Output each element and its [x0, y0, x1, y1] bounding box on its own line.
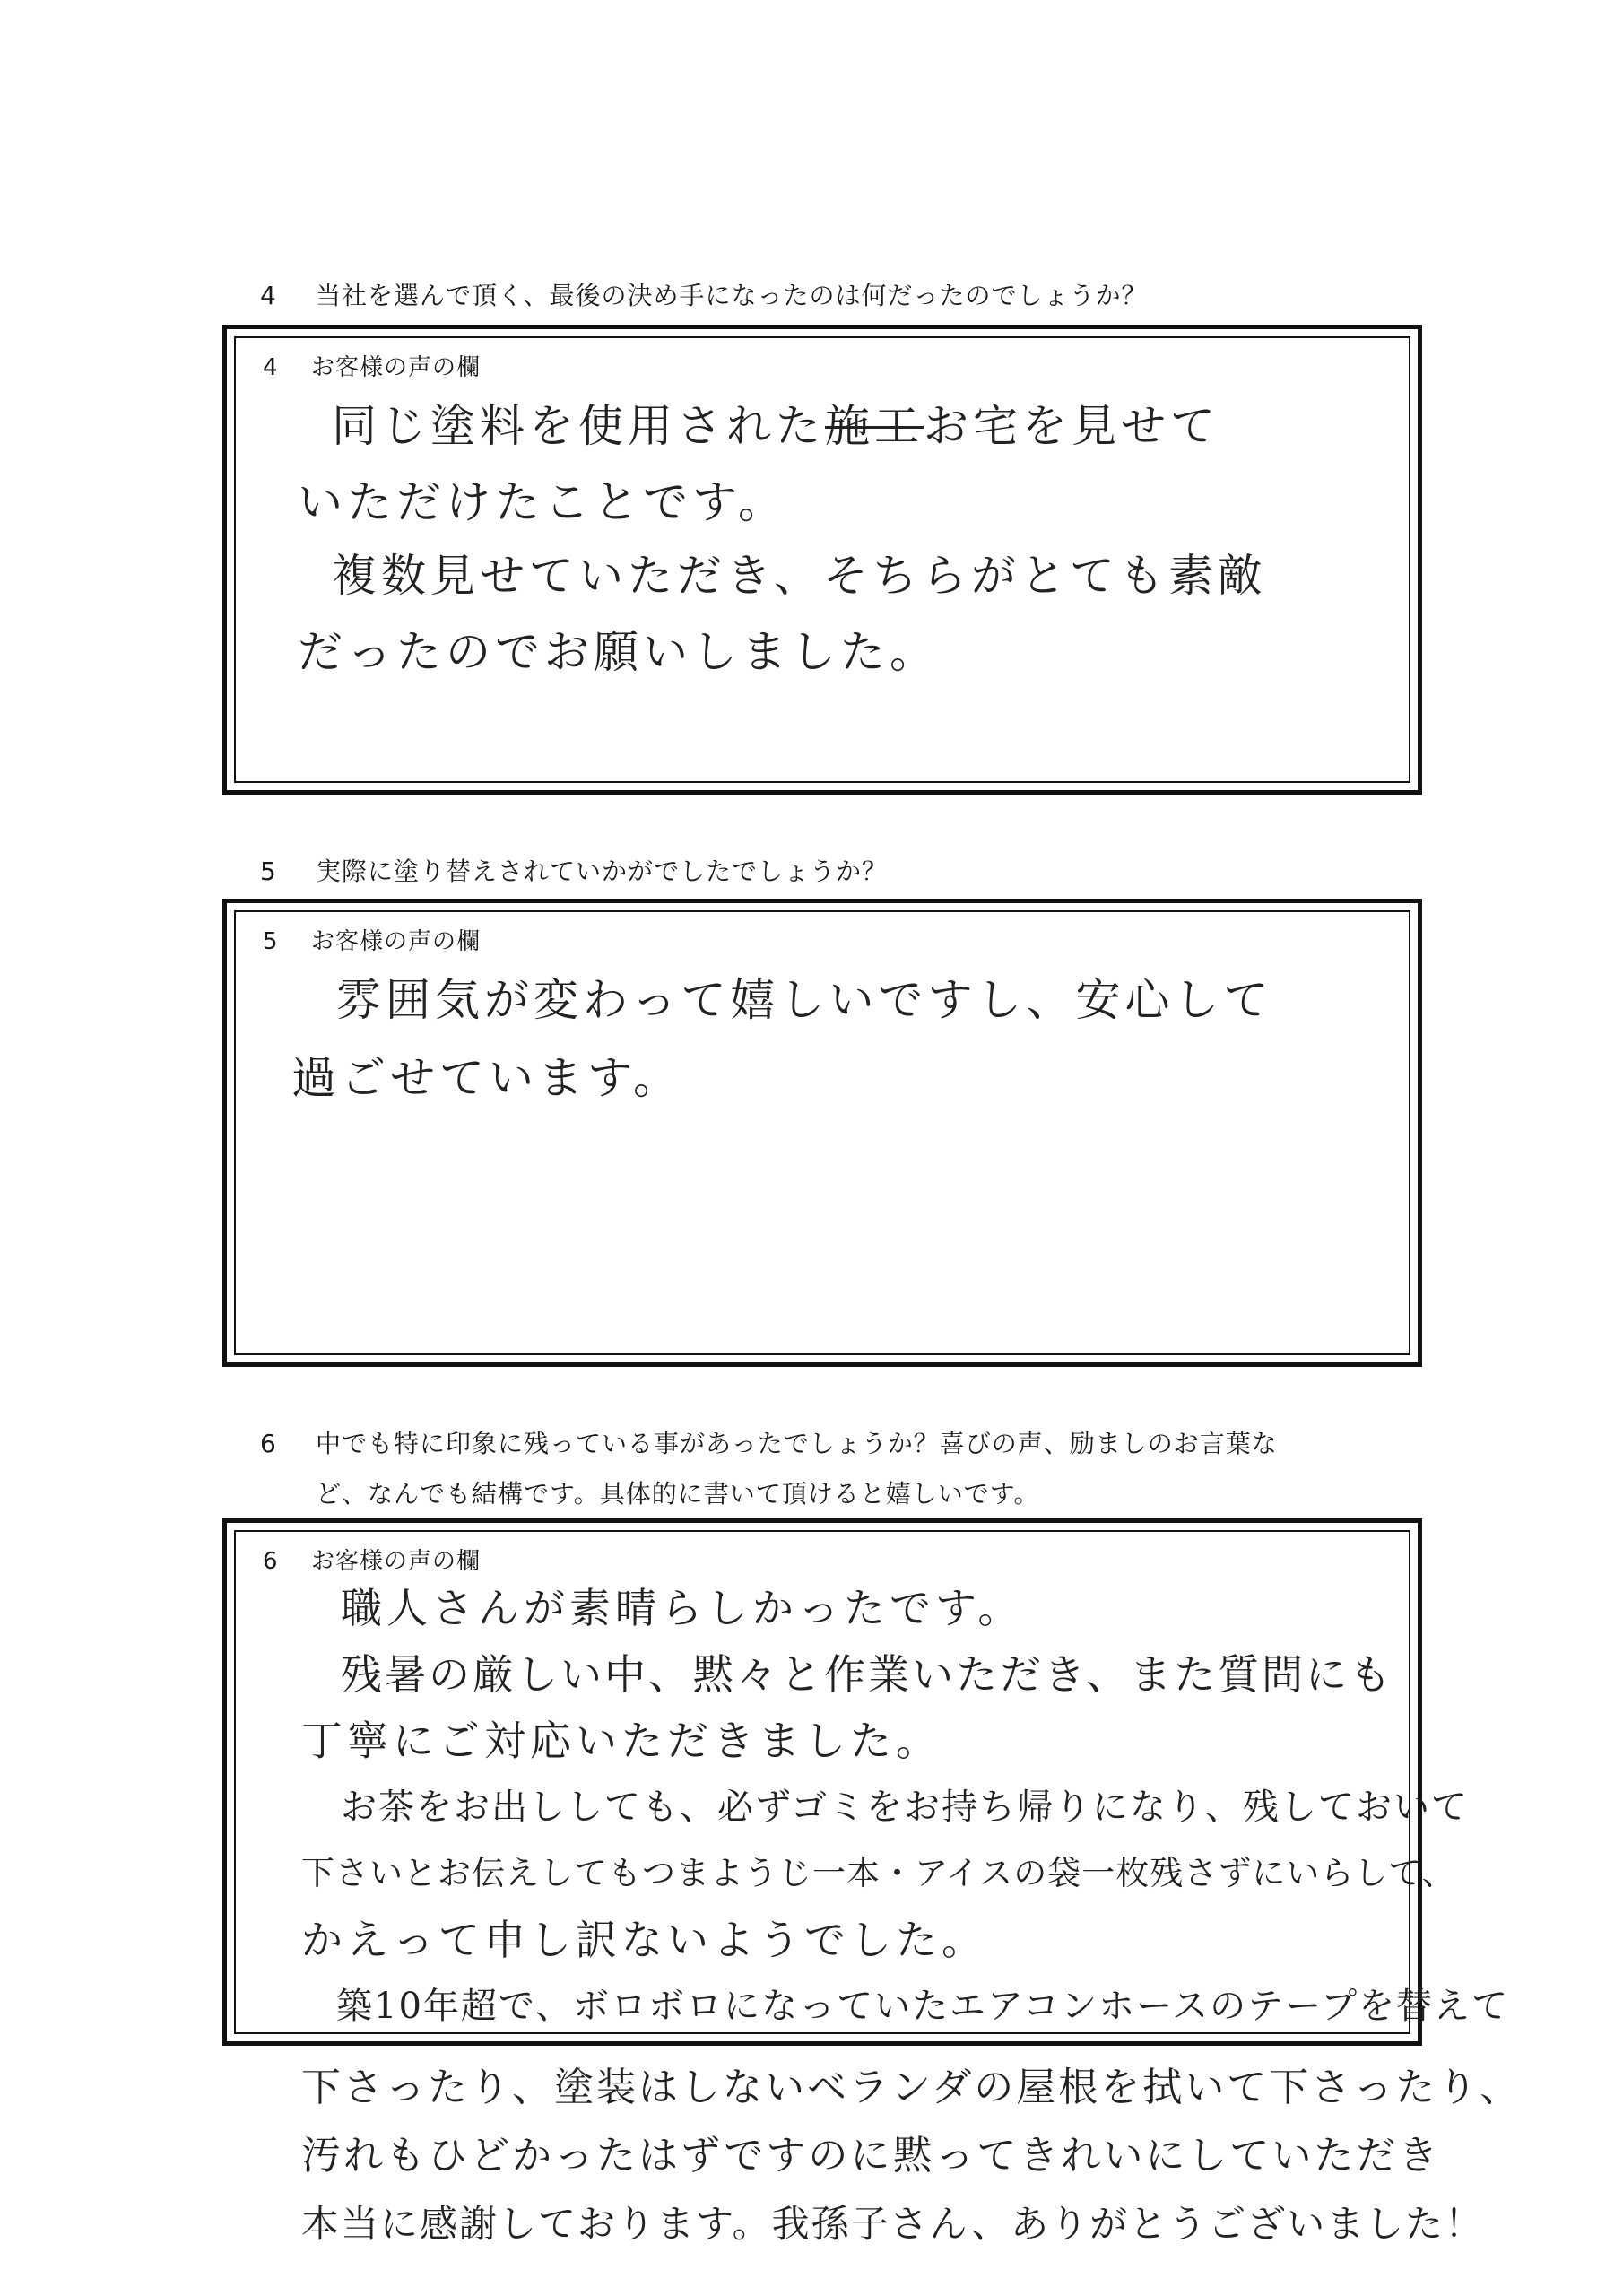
- question-5: [260, 847, 888, 897]
- question-text-continued: ど、なんでも結構です。具体的に書いて頂けると嬉しいです。: [316, 1479, 1040, 1509]
- question-number: 5: [260, 857, 277, 886]
- question-text: 中でも特に印象に残っている事があったでしょうか？喜びの声、励ましのお言葉な: [316, 1429, 1278, 1458]
- handwritten-line: 築10年超で、ボロボロになっていたエアコンホースのテープを替えて: [336, 1986, 1510, 2027]
- handwritten-line: 丁寧にご対応いただきました。: [301, 1717, 942, 1765]
- strikethrough-text: 施工: [825, 400, 924, 452]
- question-number: 4: [260, 281, 277, 310]
- handwritten-line: かえって申し訳ないようでした。: [301, 1916, 987, 1964]
- box-label: 6 お客様の声の欄: [263, 1548, 482, 1575]
- handwritten-line: お茶をお出ししても、必ずゴミをお持ち帰りになり、残しておいて: [341, 1787, 1469, 1828]
- question-text: 実際に塗り替えされていかがでしたでしょうか？: [316, 857, 889, 886]
- handwritten-line: だったのでお願いしました。: [298, 626, 939, 678]
- box-label: 5 お客様の声の欄: [263, 928, 482, 955]
- handwritten-line: 職人さんが素晴らしかったです。: [341, 1584, 1024, 1632]
- handwritten-line: 下さったり、塗装はしないベランダの屋根を拭いて下さったり、: [301, 2065, 1523, 2110]
- handwritten-line: 雰囲気が変わって嬉しいですし、安心して: [336, 974, 1273, 1026]
- answer-box-5: [222, 899, 1422, 1367]
- handwritten-line: 汚れもひどかったはずですのに黙ってきれいにしていただき: [301, 2133, 1441, 2179]
- handwritten-line: 過ごせています。: [291, 1052, 682, 1104]
- handwritten-line: 下さいとお伝えしてもつまようじ一本・アイスの袋一枚残さずにいらして、: [301, 1854, 1456, 1892]
- handwritten-line: 本当に感謝しております。我孫子さん、ありがとうございました！: [301, 2202, 1485, 2246]
- handwritten-line: 複数見せていただき、そちらがとても素敵: [332, 550, 1267, 602]
- question-6: [260, 1419, 1444, 1519]
- question-text: 当社を選んで頂く、最後の決め手になったのは何だったのでしょうか？: [316, 281, 1148, 310]
- box-label: 4 お客様の声の欄: [263, 354, 482, 381]
- handwritten-line: いただけたことです。: [298, 476, 787, 528]
- question-4: [260, 271, 1147, 321]
- handwritten-line: 残暑の厳しい中、黙々と作業いただき、また質問にも: [341, 1650, 1394, 1699]
- question-number: 6: [260, 1429, 277, 1458]
- handwritten-line: 同じ塗料を使用された施工お宅を見せて: [332, 400, 1219, 452]
